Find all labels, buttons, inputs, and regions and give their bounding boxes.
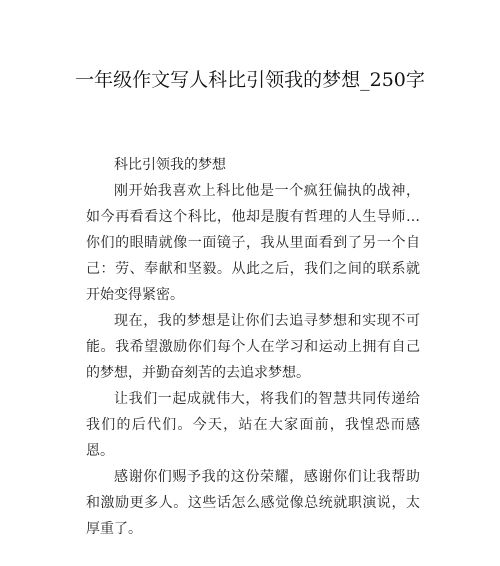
document-body: [86, 152, 420, 542]
paragraph-2: 现在，我的梦想是让你们去追寻梦想和实现不可能。我希望激励你们每个人在学习和运动上拥有自己的梦想，并勤奋刻苦的去追求梦想。: [86, 313, 420, 381]
document-subtitle: 科比引领我的梦想: [114, 157, 226, 173]
paragraph-4: 感谢你们赐予我的这份荣耀，感谢你们让我帮助和激励更多人。这些话怎么感觉像总统就职演说，太厚重了。: [86, 469, 420, 537]
paragraph-3: 让我们一起成就伟大，将我们的智慧共同传递给我们的后代们。今天，站在大家面前，我惶恐而感恩。: [86, 391, 420, 459]
paragraph-1: 刚开始我喜欢上科比他是一个疯狂偏执的战神，如今再看看这个科比，他却是腹有哲理的人生导师…你们的眼睛就像一面镜子，我从里面看到了另一个自己：劳、奉献和坚毅。从此之后，我们之间的联系就开始变得紧密。: [86, 183, 420, 303]
document-title: 一年级作文写人科比引领我的梦想_250字: [75, 69, 425, 91]
